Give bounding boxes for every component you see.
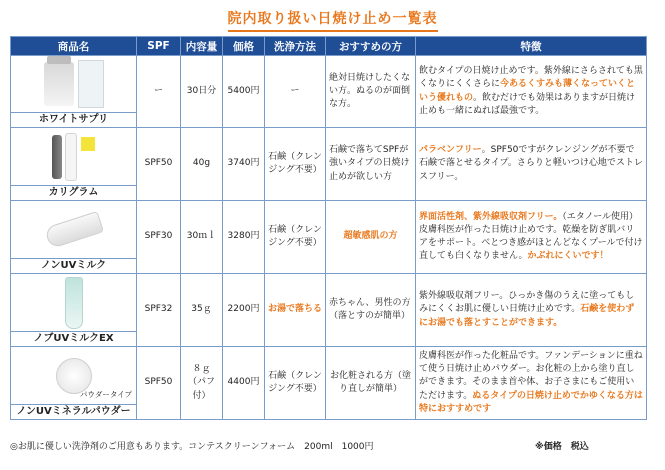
sticker-image bbox=[81, 137, 95, 151]
spf-value: SPF50 bbox=[137, 347, 181, 420]
header-wash: 洗浄方法 bbox=[265, 37, 326, 56]
volume-value: ８ｇ（パフ付） bbox=[181, 347, 223, 420]
recommend-value: 赤ちゃん、男性の方（落とすのが簡単） bbox=[326, 274, 416, 347]
product-cell bbox=[11, 347, 137, 420]
wash-value: 石鹸（クレンジング不要） bbox=[265, 347, 326, 420]
feature-value: 界面活性剤、紫外線吸収剤フリー。（エタノール使用）皮膚科医が作った日焼け止めです。乾燥を防ぎ肌バリアをサポート。べとつき感がほとんどなくプールで付け直しても白くなりません。かぶれにくいです！ bbox=[416, 201, 647, 274]
feature-value: 紫外線吸収剤フリー。ひっかき傷のうえに塗ってもしみにくくお肌に優しい日焼け止めです。石鹸を使わずにお湯でも落とすことができます。 bbox=[416, 274, 647, 347]
table-row bbox=[11, 347, 647, 420]
price-value: 2200円 bbox=[223, 274, 265, 347]
product-cell bbox=[11, 201, 137, 274]
product-image bbox=[11, 275, 136, 331]
volume-value: 35ｇ bbox=[181, 274, 223, 347]
sunscreen-table bbox=[10, 36, 647, 420]
product-cell bbox=[11, 56, 137, 128]
product-cell bbox=[11, 128, 137, 201]
product-name: ノブUVミルクEX bbox=[11, 331, 136, 346]
table-row bbox=[11, 128, 647, 201]
header-spf: SPF bbox=[137, 37, 181, 56]
product-image bbox=[11, 56, 136, 112]
supplement-jar-image bbox=[44, 62, 74, 106]
milk-bottle-image bbox=[43, 210, 103, 248]
header-feature: 特徴 bbox=[416, 37, 647, 56]
product-image bbox=[11, 348, 136, 404]
price-value: 3740円 bbox=[223, 128, 265, 201]
feature-value: 皮膚科医が作った化粧品です。ファンデーションに重ねて使う日焼け止めパウダー。お化粧の上から塗り直しができます。そのまま首や体、お子さまにもご使用いただけます。ぬるタイプの日焼け止めでかゆくなる方は特におすすめです bbox=[416, 347, 647, 420]
volume-value: 30ｍｌ bbox=[181, 201, 223, 274]
product-name: ノンUVミネラルパウダー bbox=[11, 404, 136, 419]
supplement-box-image bbox=[78, 60, 104, 108]
header-recommend: おすすめの方 bbox=[326, 37, 416, 56]
volume-value: 30日分 bbox=[181, 56, 223, 128]
spf-value: SPF32 bbox=[137, 274, 181, 347]
powder-compact-image bbox=[56, 358, 92, 394]
product-name: カリグラム bbox=[11, 185, 136, 200]
price-value: 5400円 bbox=[223, 56, 265, 128]
spf-value: SPF50 bbox=[137, 128, 181, 201]
table-row bbox=[11, 56, 647, 128]
header-product: 商品名 bbox=[11, 37, 137, 56]
spf-value: SPF30 bbox=[137, 201, 181, 274]
tube-dark-image bbox=[52, 135, 62, 179]
product-name: ノンUVミルク bbox=[11, 258, 136, 273]
price-value: 3280円 bbox=[223, 201, 265, 274]
recommend-value: 超敏感肌の方 bbox=[326, 201, 416, 274]
wash-value: お湯で落ちる bbox=[265, 274, 326, 347]
title-block bbox=[0, 8, 665, 32]
table-header-row bbox=[11, 37, 647, 56]
footer-note: ◎お肌に優しい洗浄剤のご用意もあります。コンテスクリーンフォーム 200ml 1000円 bbox=[10, 442, 374, 452]
price-tax-note: ※価格 税込 bbox=[535, 442, 589, 452]
spf-value: ー bbox=[137, 56, 181, 128]
product-name: ホワイトサプリ bbox=[11, 112, 136, 127]
volume-value: 40g bbox=[181, 128, 223, 201]
tube-green-image bbox=[65, 277, 83, 329]
product-image bbox=[11, 129, 136, 185]
header-volume: 内容量 bbox=[181, 37, 223, 56]
recommend-value: お化粧される方（塗り直しが簡単） bbox=[326, 347, 416, 420]
recommend-value: 絶対日焼けしたくない方。ぬるのが面倒な方。 bbox=[326, 56, 416, 128]
feature-value: パラベンフリー。SPF50ですがクレンジングが不要で石鹸で落とせるタイプ。さらりと軽いつけ心地でストレスフリー。 bbox=[416, 128, 647, 201]
wash-value: ー bbox=[265, 56, 326, 128]
page-title: 院内取り扱い日焼け止め一覧表 bbox=[228, 8, 438, 32]
header-price: 価格 bbox=[223, 37, 265, 56]
wash-value: 石鹸（クレンジング不要） bbox=[265, 128, 326, 201]
product-cell bbox=[11, 274, 137, 347]
recommend-value: 石鹸で落ちてSPFが強いタイプの日焼け止めが欲しい方 bbox=[326, 128, 416, 201]
price-value: 4400円 bbox=[223, 347, 265, 420]
feature-value: 飲むタイプの日焼け止めです。紫外線にさらされても黒くなりにくくさらに今あるくすみも薄くなっていくという優れもの。飲むだけでも効果はありますが日焼け止めも一緒にぬれば最強です。 bbox=[416, 56, 647, 128]
table-row bbox=[11, 201, 647, 274]
powder-type-tag: パウダータイプ bbox=[79, 389, 132, 399]
wash-value: 石鹸（クレンジング不要） bbox=[265, 201, 326, 274]
product-image bbox=[11, 202, 136, 258]
tube-white-image bbox=[65, 133, 77, 181]
table-row bbox=[11, 274, 647, 347]
